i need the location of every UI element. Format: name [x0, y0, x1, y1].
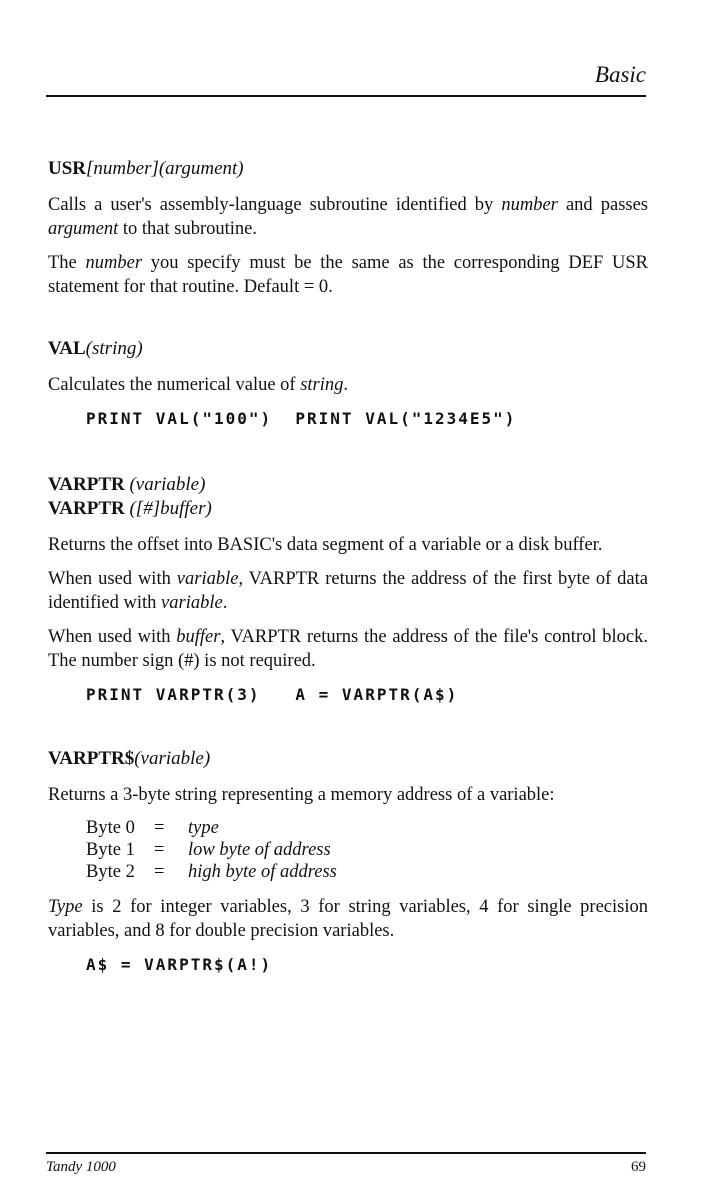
usr-paragraph-1: Calls a user's assembly-language subroutine identified by number and passes argument to that subroutine.	[48, 195, 649, 239]
varptr-heading-1: VARPTR (variable)	[48, 474, 206, 495]
page-number: 69	[631, 1159, 646, 1175]
byte-definition-table	[48, 817, 648, 883]
val-args: (string)	[85, 338, 143, 359]
running-header: Basic	[594, 62, 646, 87]
varptr-code-example: PRINT VARPTR(3) A = VARPTR(A$)	[86, 685, 459, 704]
footer-book-title: Tandy 1000	[46, 1159, 116, 1175]
val-code-example: PRINT VAL("100") PRINT VAL("1234E5")	[86, 409, 517, 428]
byte-row: Byte 0 = type	[86, 818, 219, 838]
byte-row: Byte 2 = high byte of address	[86, 862, 337, 882]
footer-rule	[46, 1152, 646, 1154]
page-content	[48, 155, 648, 977]
usr-keyword: USR	[48, 158, 87, 179]
varptr-str-paragraph-1: Returns a 3-byte string representing a memory address of a variable:	[48, 785, 555, 805]
varptr-heading-2: VARPTR ([#]buffer)	[48, 498, 212, 519]
byte-row: Byte 1 = low byte of address	[86, 840, 331, 860]
varptr-str-code-example: A$ = VARPTR$(A!)	[86, 955, 273, 974]
header-rule	[46, 95, 646, 97]
val-paragraph-1: Calculates the numerical value of string.	[48, 375, 349, 395]
varptr-paragraph-3: When used with buffer, VARPTR returns the address of the file's control block. The number sign (#) is not required.	[48, 627, 648, 671]
varptr-paragraph-2: When used with variable, VARPTR returns the address of the first byte of data identified with variable.	[48, 569, 648, 613]
usr-args: [number](argument)	[86, 158, 244, 179]
varptr-str-paragraph-2: Type is 2 for integer variables, 3 for string variables, 4 for single precision variables, and 8 for double precision variables.	[48, 897, 648, 941]
varptr-str-heading: VARPTR$(variable)	[48, 748, 211, 769]
usr-paragraph-2: The number you specify must be the same as the corresponding DEF USR statement for that routine. Default = 0.	[48, 253, 649, 297]
varptr-paragraph-1: Returns the offset into BASIC's data segment of a variable or a disk buffer.	[48, 535, 603, 555]
val-keyword: VAL	[48, 338, 86, 359]
val-heading	[48, 337, 648, 361]
usr-heading	[48, 157, 648, 181]
